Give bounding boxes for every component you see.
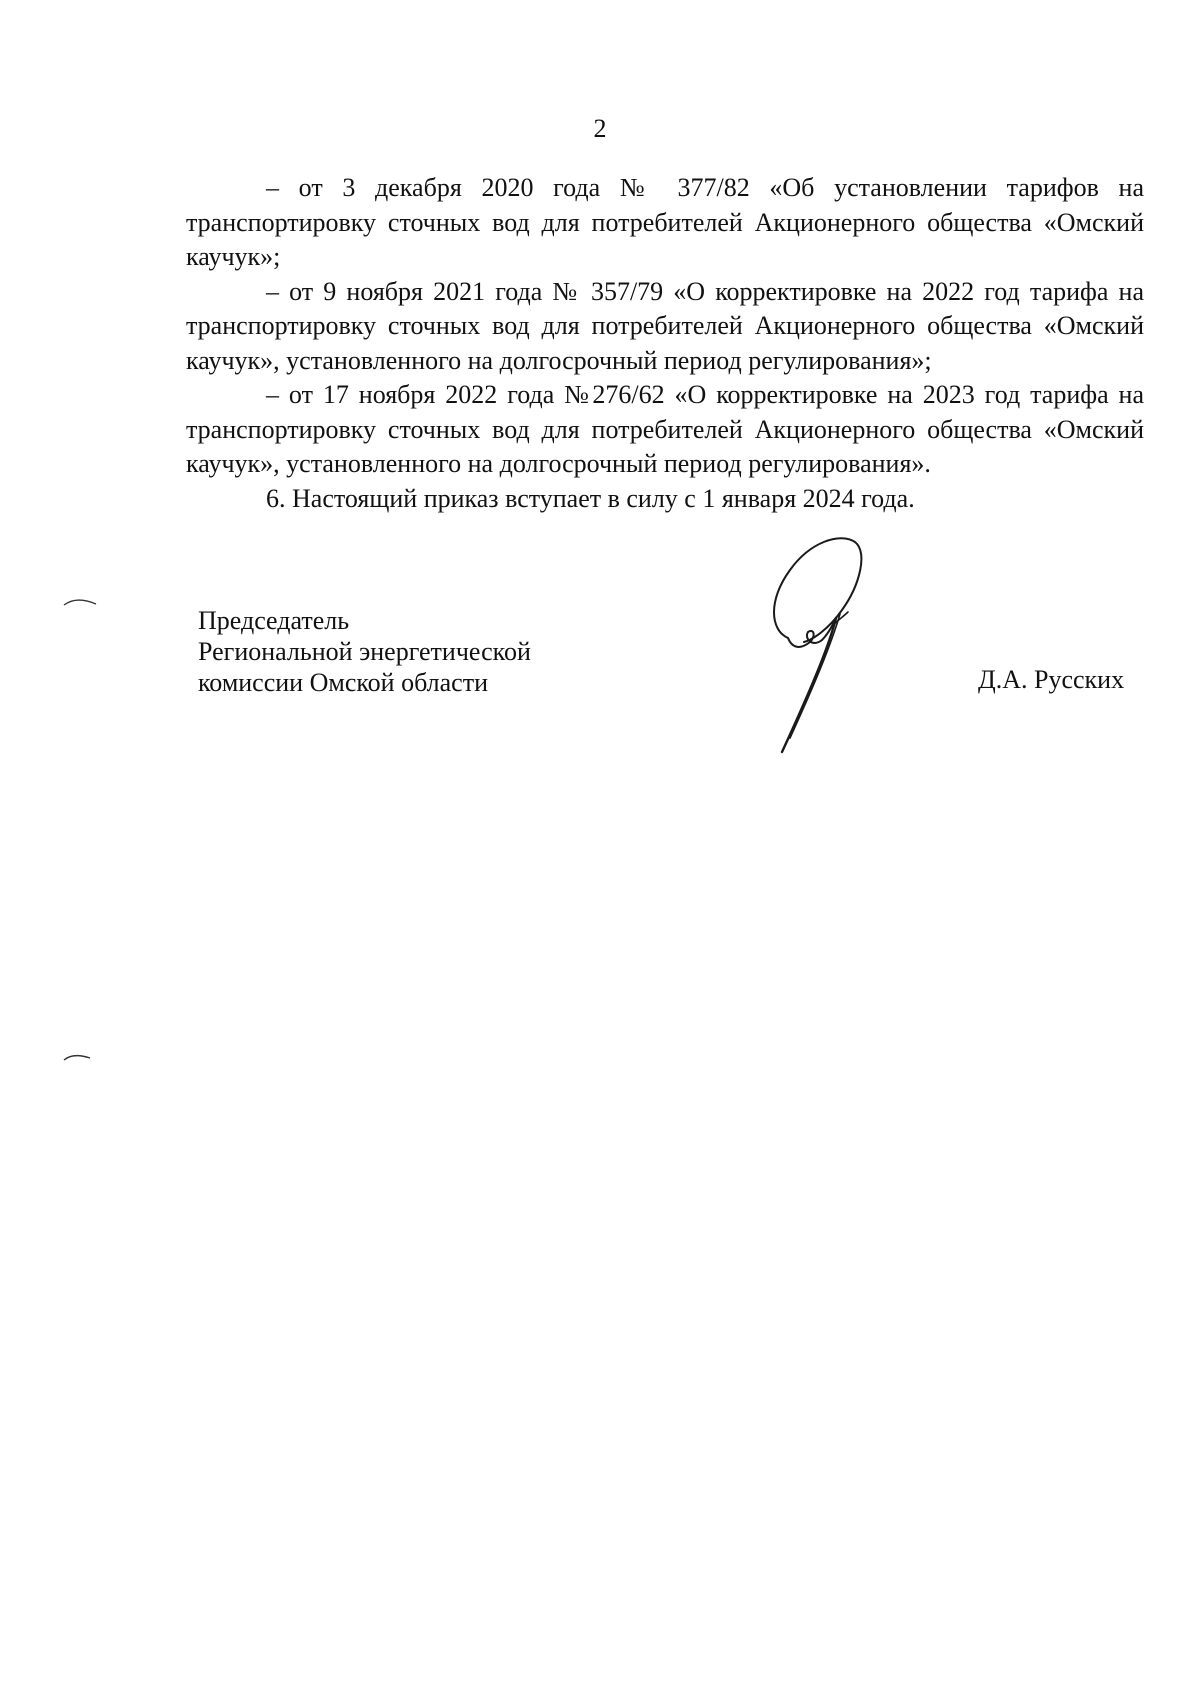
signatory-position-line: комиссии Омской области xyxy=(198,668,488,697)
scan-mark-lower xyxy=(62,1051,92,1063)
signature-stroke xyxy=(782,618,836,752)
signatory-position-line: Председатель xyxy=(198,606,350,635)
scan-mark-upper xyxy=(62,596,98,608)
signatory-name: Д.А. Русских xyxy=(978,665,1125,694)
paragraph-order-2020: – от 3 декабря 2020 года № 377/82 «Об установлении тарифов на транспортировку сточных вод для потребителей Акционерного общества «Омский каучук»; xyxy=(186,173,1144,271)
paragraph-order-2021: – от 9 ноября 2021 года № 357/79 «О корректировке на 2022 год тарифа на транспортировку сточных вод для потребителей Акционерного общества «Омский каучук», установленного на долгосрочный период регулирования»; xyxy=(186,276,1144,375)
document-body xyxy=(186,171,1144,516)
signatory-position-line: Региональной энергетической xyxy=(198,637,531,666)
paragraph-order-2022: – от 17 ноября 2022 года №276/62 «О корректировке на 2023 год тарифа на транспортировку сточных вод для потребителей Акционерного общества «Омский каучук», установленного на долгосрочный период регулирования». xyxy=(186,380,1144,478)
page-number: 2 xyxy=(593,114,607,143)
handwritten-signature xyxy=(730,530,890,760)
paragraph-effective-date: 6. Настоящий приказ вступает в силу с 1 января 2024 года. xyxy=(266,483,915,513)
signature-stroke xyxy=(774,538,861,642)
signatory-position xyxy=(198,605,618,698)
